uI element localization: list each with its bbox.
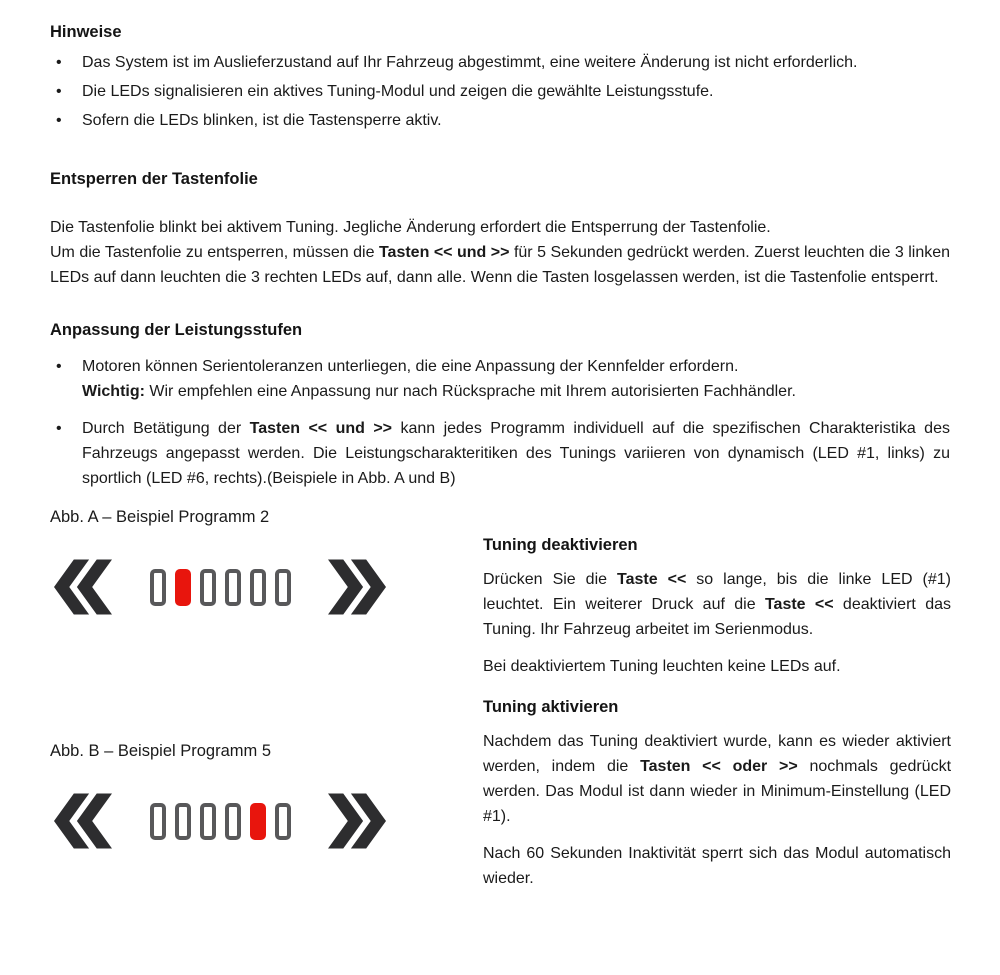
bullet-item: • Die LEDs signalisieren ein aktives Tuning-Modul und zeigen die gewählte Leistungsstufe.	[50, 79, 950, 104]
led-1	[150, 803, 166, 840]
hinweise-bullet-list	[50, 50, 950, 133]
figure-a-led-display	[54, 551, 386, 623]
anpassung-bullet-list	[50, 354, 950, 491]
figure-b-led-display	[54, 785, 386, 857]
bullet-item	[50, 354, 950, 404]
section-entsperren	[50, 167, 950, 290]
section-hinweise	[50, 20, 950, 133]
double-chevron-left-icon	[54, 786, 112, 856]
section-title-entsperren: Entsperren der Tastenfolie	[50, 170, 258, 188]
led-6	[275, 569, 291, 606]
led-5-active	[250, 803, 266, 840]
led-row	[150, 569, 291, 606]
right-column	[483, 533, 951, 891]
deaktivieren-paragraph-1: Drücken Sie die Taste << so lange, bis die linke LED (#1) leuchtet. Ein weiterer Druck auf die Taste << deaktiviert das Tuning. Ihr Fahrzeug arbeitet im Serienmodus.	[483, 571, 951, 638]
led-2	[175, 803, 191, 840]
led-5	[250, 569, 266, 606]
heading-tuning-aktivieren: Tuning aktivieren	[483, 698, 619, 716]
section-title-hinweise: Hinweise	[50, 23, 122, 41]
aktivieren-paragraph-2: Nach 60 Sekunden Inaktivität sperrt sich das Modul automatisch wieder.	[483, 845, 951, 887]
led-6	[275, 803, 291, 840]
bullet-item: • Das System ist im Auslieferzustand auf Ihr Fahrzeug abgestimmt, eine weitere Änderung ist nicht erforderlich.	[50, 50, 950, 75]
double-chevron-right-icon	[328, 786, 386, 856]
figure-a-caption: Abb. A – Beispiel Programm 2	[50, 508, 270, 526]
led-4	[225, 803, 241, 840]
led-3	[200, 803, 216, 840]
led-2-active	[175, 569, 191, 606]
section-title-anpassung: Anpassung der Leistungsstufen	[50, 321, 303, 339]
led-1	[150, 569, 166, 606]
heading-tuning-deaktivieren: Tuning deaktivieren	[483, 536, 638, 554]
aktivieren-paragraph-1: Nachdem das Tuning deaktiviert wurde, kann es wieder aktiviert werden, indem die Tasten << oder >> nochmals gedrückt werden. Das Modul ist dann wieder in Minimum-Einstellung (LED #1).	[483, 733, 952, 825]
bullet-text: Wichtig: Wir empfehlen eine Anpassung nur nach Rücksprache mit Ihrem autorisierten Fachhändler.	[82, 383, 796, 400]
bullet-text: • Motoren können Serientoleranzen unterliegen, die eine Anpassung der Kennfelder erfordern.	[82, 358, 739, 375]
led-4	[225, 569, 241, 606]
double-chevron-right-icon	[328, 552, 386, 622]
bullet-item: • Durch Betätigung der Tasten << und >> kann jedes Programm individuell auf die spezifischen Charakteristika des Fahrzeugs angepasst werden. Die Leistungscharakteritiken des Tunings variieren von dynamisch (LED #1, links) zu sportlich (LED #6, rechts).(Beispiele in Abb. A und B)	[50, 416, 950, 491]
entsperren-paragraph-1: Die Tastenfolie blinkt bei aktivem Tuning. Jegliche Änderung erfordert die Entsperrung der Tastenfolie.	[50, 219, 771, 236]
figure-b-caption: Abb. B – Beispiel Programm 5	[50, 742, 272, 760]
led-3	[200, 569, 216, 606]
deaktivieren-paragraph-2: Bei deaktiviertem Tuning leuchten keine LEDs auf.	[483, 658, 841, 675]
two-column-area	[50, 495, 950, 925]
entsperren-paragraph-2: Um die Tastenfolie zu entsperren, müssen die Tasten << und >> für 5 Sekunden gedrückt werden. Zuerst leuchten die 3 linken LEDs auf dann leuchten die 3 rechten LEDs auf, dann alle. Wenn die Tasten losgelassen werden, ist die Tastenfolie entsperrt.	[50, 244, 951, 286]
double-chevron-left-icon	[54, 552, 112, 622]
led-row	[150, 803, 291, 840]
section-anpassung	[50, 318, 950, 491]
bullet-item: • Sofern die LEDs blinken, ist die Tastensperre aktiv.	[50, 108, 950, 133]
